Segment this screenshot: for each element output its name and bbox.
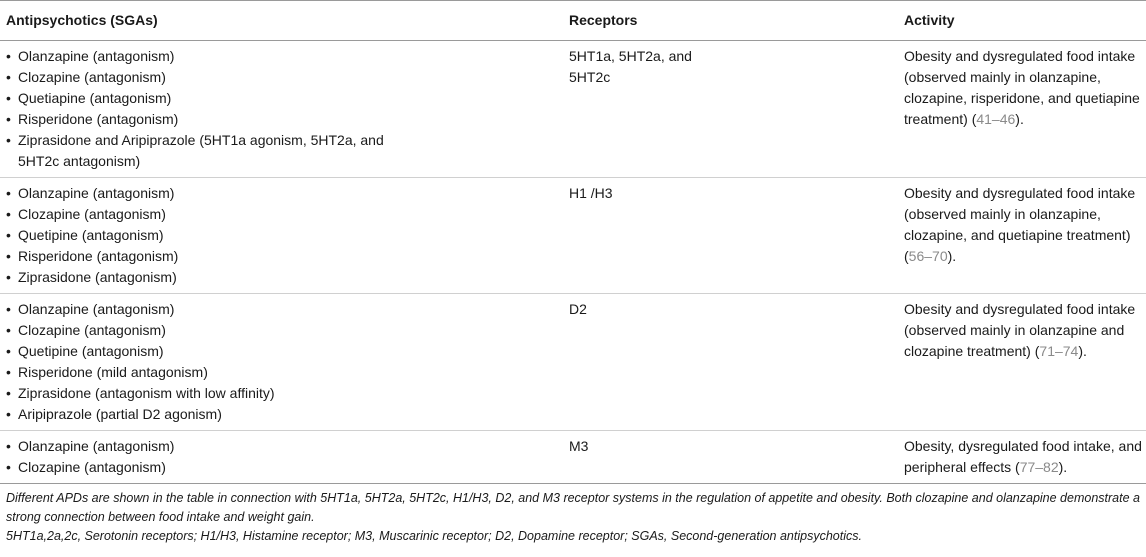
list-item: • Clozapine (antagonism) [6,67,563,88]
list-item: • Quetipine (antagonism) [6,341,563,362]
table-footnotes [0,484,1146,546]
activity-cell [898,431,1146,484]
activity-text: Obesity, dysregulated food intake, and peripheral effects ( [904,438,1142,475]
receptor-text: 5HT1a, 5HT2a, and 5HT2c [569,48,692,85]
header-antipsychotics: Antipsychotics (SGAs) [6,12,158,28]
receptor-text: D2 [569,301,587,317]
table-row [0,431,1146,484]
footnote-abbreviations: 5HT1a,2a,2c, Serotonin receptors; H1/H3, Histamine receptor; M3, Muscarinic receptor; D2, Dopamine receptor; SGAs, Second-generation antipsychotics. [6,529,862,543]
reference-link[interactable]: 77–82 [1019,459,1059,475]
table-row [0,294,1146,431]
list-item: • Quetiapine (antagonism) [6,88,563,109]
list-item: • Clozapine (antagonism) [6,457,563,478]
drug-list [6,46,563,172]
activity-end: ). [1078,343,1087,359]
footnote-description: Different APDs are shown in the table in connection with 5HT1a, 5HT2a, 5HT2c, H1/H3, D2, and M3 receptor systems in the regulation of appetite and obesity. Both clozapine and olanzapine demonstrate a strong connection between food intake and weight gain. [6,491,1140,524]
activity-text: Obesity and dysregulated food intake (observed mainly in olanzapine and clozapine treatment) ( [904,301,1136,359]
activity-end: ). [1015,111,1024,127]
receptor-cell [563,178,898,294]
list-item: • Olanzapine (antagonism) [6,299,563,320]
table-row [0,41,1146,178]
list-item: • Olanzapine (antagonism) [6,436,563,457]
list-item: • Clozapine (antagonism) [6,204,563,225]
activity-cell [898,41,1146,178]
list-item: • Ziprasidone and Aripiprazole (5HT1a agonism, 5HT2a, and 5HT2c antagonism) [6,130,563,172]
receptor-cell [563,294,898,431]
list-item: • Ziprasidone (antagonism with low affinity) [6,383,563,404]
receptor-text: H1 /H3 [569,185,613,201]
list-item: • Aripiprazole (partial D2 agonism) [6,404,563,425]
drug-list-cell [0,431,563,484]
list-item: • Ziprasidone (antagonism) [6,267,563,288]
receptor-cell [563,41,898,178]
list-item: • Clozapine (antagonism) [6,320,563,341]
drug-list-cell [0,178,563,294]
list-item: • Olanzapine (antagonism) [6,46,563,67]
list-item: • Quetipine (antagonism) [6,225,563,246]
reference-link[interactable]: 56–70 [908,248,948,264]
receptor-text: M3 [569,438,589,454]
receptor-cell [563,431,898,484]
header-activity: Activity [904,12,955,28]
list-item: • Risperidone (mild antagonism) [6,362,563,383]
list-item: • Risperidone (antagonism) [6,109,563,130]
list-item: • Olanzapine (antagonism) [6,183,563,204]
activity-text: Obesity and dysregulated food intake (observed mainly in olanzapine, clozapine, risperidone, and quetiapine treatment) ( [904,48,1140,127]
activity-end: ). [947,248,957,264]
drug-list [6,436,563,478]
drug-list-cell [0,294,563,431]
reference-link[interactable]: 41–46 [976,111,1016,127]
drug-list [6,183,563,288]
list-item: • Risperidone (antagonism) [6,246,563,267]
header-receptors: Receptors [569,12,638,28]
drug-list [6,299,563,425]
activity-end: ). [1058,459,1068,475]
reference-link[interactable]: 71–74 [1039,343,1079,359]
table-row [0,178,1146,294]
activity-cell [898,178,1146,294]
header-row [0,1,1146,41]
activity-cell [898,294,1146,431]
drug-list-cell [0,41,563,178]
activity-text: Obesity and dysregulated food intake (observed mainly in olanzapine, clozapine, and quetiapine treatment) ( [904,185,1136,264]
